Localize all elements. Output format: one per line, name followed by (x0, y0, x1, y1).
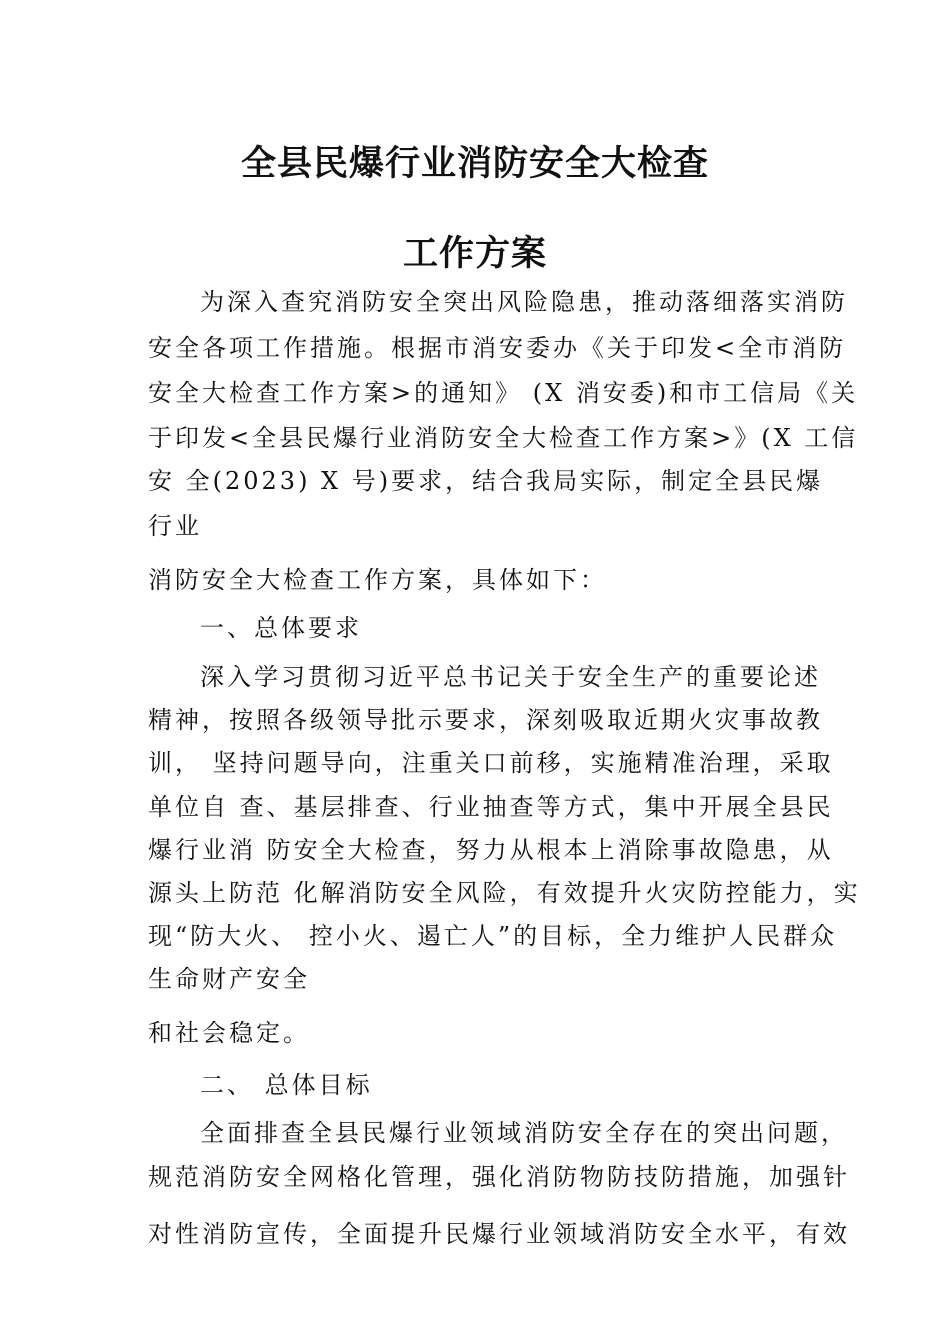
paragraph-line: 单位自 查、基层排查、行业抽查等方式，集中开展全县民 (148, 793, 834, 821)
paragraph-line: 于印发<全县民爆行业消防安全大检查工作方案>》(X 工信 (148, 424, 859, 452)
paragraph-line: 爆行业消 防安全大检查，努力从根本上消除事故隐患，从 (148, 836, 834, 864)
paragraph-line: 规范消防安全网格化管理，强化消防物防技防措施，加强针 (148, 1163, 850, 1191)
section-heading: 一、总体要求 (200, 614, 362, 642)
paragraph-line: 生命财产安全 (148, 965, 310, 993)
paragraph-line: 现“防大火、 控小火、遏亡人”的目标，全力维护人民群众 (148, 922, 838, 950)
paragraph-line: 和社会稳定。 (148, 1019, 310, 1047)
paragraph-line: 对性消防宣传，全面提升民爆行业领域消防安全水平，有效 (148, 1220, 850, 1248)
paragraph-line: 消防安全大检查工作方案，具体如下： (148, 566, 607, 594)
paragraph-line: 精神，按照各级领导批示要求，深刻吸取近期火灾事故教 (148, 706, 823, 734)
paragraph-line: 为深入查究消防安全突出风险隐患，推动落细落实消防 (200, 288, 848, 316)
document-title-line-1: 全县民爆行业消防安全大检查 (240, 144, 709, 184)
document-title-line-2: 工作方案 (402, 234, 547, 274)
paragraph-line: 源头上防范 化解消防安全风险，有效提升火灾防控能力，实 (148, 879, 861, 907)
paragraph-line: 安全大检查工作方案>的通知》 (X 消安委)和市工信局《关 (148, 379, 859, 407)
paragraph-line: 安 全(2023) X 号)要求，结合我局实际，制定全县民爆 (148, 467, 824, 495)
section-heading: 二、 总体目标 (200, 1071, 373, 1099)
paragraph-line: 深入学习贯彻习近平总书记关于安全生产的重要论述 (200, 663, 821, 691)
paragraph-line: 训， 坚持问题导向，注重关口前移，实施精准治理，采取 (148, 749, 834, 777)
paragraph-line: 行业 (148, 512, 202, 540)
paragraph-line: 安全各项工作措施。根据市消安委办《关于印发<全市消防 (148, 334, 847, 362)
paragraph-line: 全面排查全县民爆行业领域消防安全存在的突出问题， (200, 1119, 848, 1147)
